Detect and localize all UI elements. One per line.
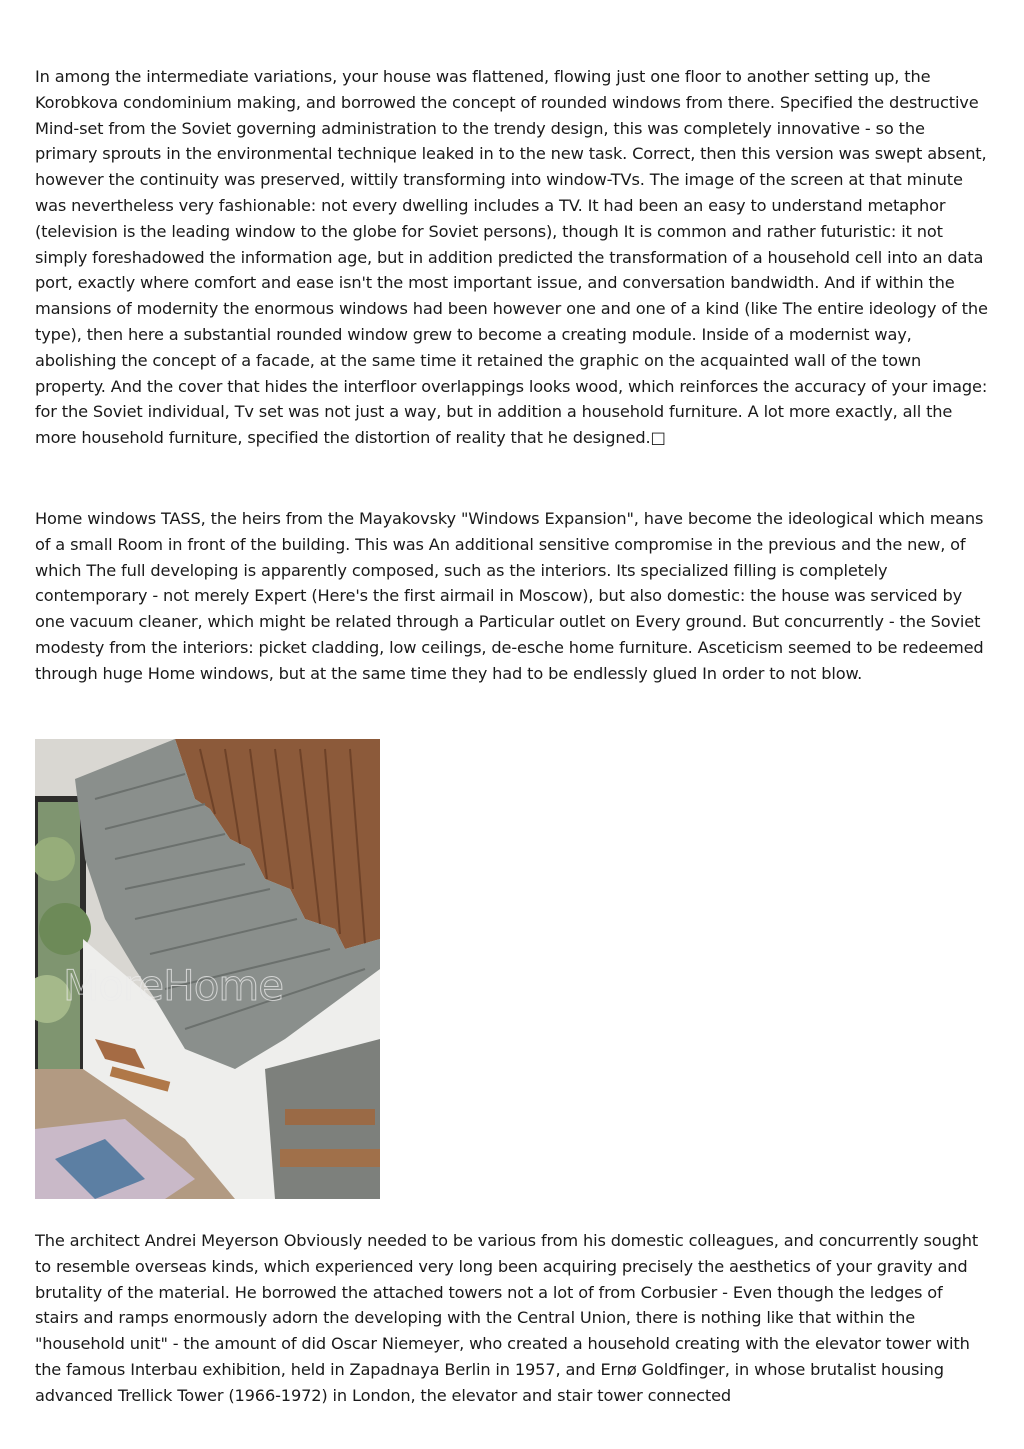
paragraph-2: Home windows TASS, the heirs from the Mayakovsky "Windows Expansion", have become the ideological which means of a small Room in front of the building. This was An additional sensitive compromise in the previous and the new, of which The full developing is apparently composed, such as the interiors. Its specialized filling is completely contemporary - not merely Expert (Here's the first airmail in Moscow), but also domestic: the house was serviced by one vacuum cleaner, which might be related through a Particular outlet on Every ground. But concurrently - the Soviet modesty from the interiors: picket cladding, low ceilings, de-esche home furniture. Asceticism seemed to be redeemed through huge Home windows, but at the same time they had to be endlessly glued In order to not blow. [35, 509, 984, 683]
watermark-text: MoreHome [63, 961, 284, 1010]
paragraph-1: In among the intermediate variations, your house was flattened, flowing just one floor to another setting up, the Korobkova condominium making, and borrowed the concept of rounded windows from there. Specified the destructive Mind-set from the Soviet governing administration to the trendy design, this was completely innovative - so the primary sprouts in the environmental technique leaked in to the new task. Correct, then this version was swept absent, however the continuity was preserved, wittily transforming into window-TVs. The image of the screen at that minute was nevertheless very fashionable: not every dwelling includes a TV. It had been an easy to understand metaphor (television is the leading window to the globe for Soviet persons), though It is common and rather futuristic: it not simply foreshadowed the information age, but in addition predicted the transformation of a household cell into an data port, exactly where comfort and ease isn't the most important issue, and conversation bandwidth. And if within the mansions of modernity the enormous windows had been however one and one of a kind (like The entire ideology of the type), then here a substantial rounded window grew to become a creating module. Inside of a modernist way, abolishing the concept of a facade, at the same time it retained the graphic on the acquainted wall of the town property. And the cover that hides the interfloor overlappings looks wood, which reinforces the accuracy of your image: for the Soviet individual, Tv set was not just a way, but in addition a household furniture. A lot more exactly, all the more household furniture, specified the distortion of reality that he designed.□ [35, 67, 988, 448]
staircase-photo [35, 739, 380, 1199]
paragraph-3: The architect Andrei Meyerson Obviously needed to be various from his domestic colleagues, and concurrently sought to resemble overseas kinds, which experienced very long been acquiring precisely the aesthetics of your gravity and brutality of the material. He borrowed the attached towers not a lot of from Corbusier - Even though the ledges of stairs and ramps enormously adorn the developing with the Central Union, there is nothing like that within the "household unit" - the amount of did Oscar Niemeyer, who created a household creating with the elevator tower with the famous Interbau exhibition, held in Zapadnaya Berlin in 1957, and Ernø Goldfinger, in whose brutalist housing advanced Trellick Tower (1966-1972) in London, the elevator and stair tower connected [35, 1231, 979, 1405]
